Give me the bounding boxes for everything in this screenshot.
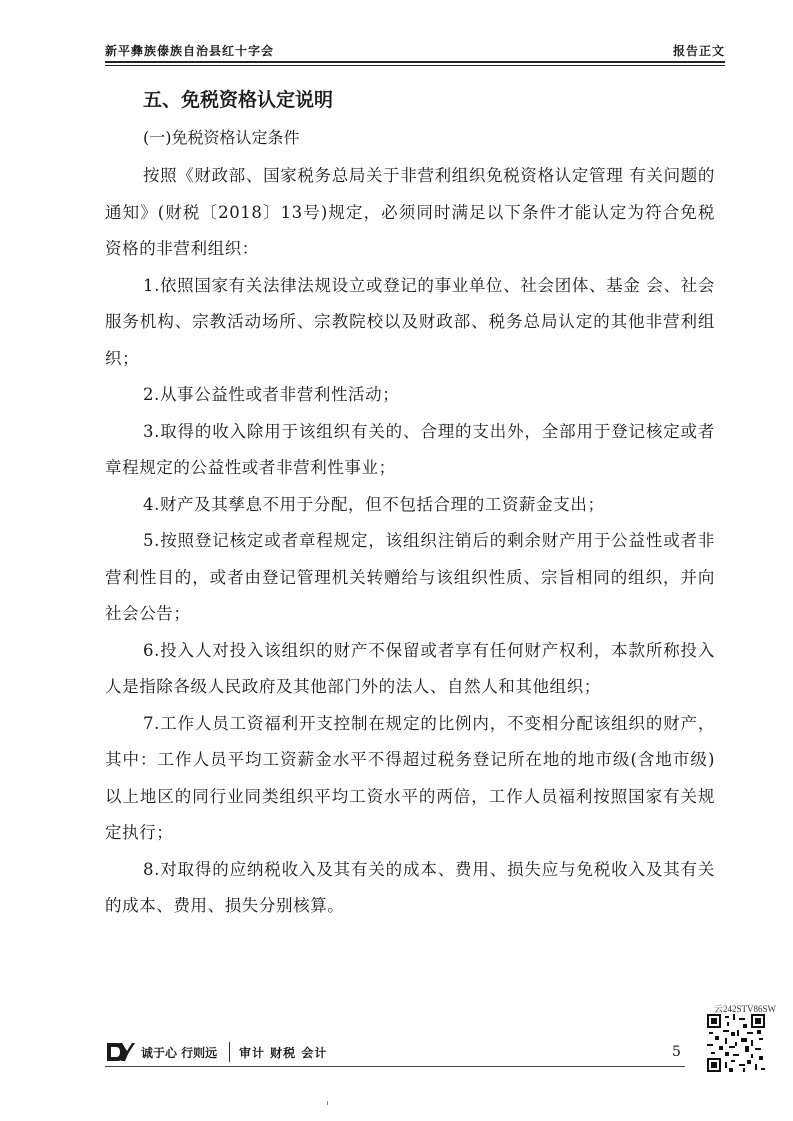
page-number: 5 <box>672 1044 681 1060</box>
paragraph-item-3: 3.取得的收入除用于该组织有关的、合理的支出外，全部用于登记核定或者章程规定的公益性或者非营利性事业； <box>105 421 715 477</box>
firm-logo-icon <box>105 1040 135 1064</box>
footer-rule <box>105 1066 685 1067</box>
paragraph-item-8: 8.对取得的应纳税收入及其有关的成本、费用、损失应与免税收入及其有关的成本、费用、损失分别核算。 <box>105 859 715 915</box>
footer-slogan: 诚于心 行则远 <box>141 1046 218 1060</box>
paragraph-item-1: 1.依照国家有关法律法规设立或登记的事业单位、社会团体、基金 会、社会服务机构、宗教活动场所、宗教院校以及财政部、税务总局认定的其他非营利组织； <box>105 275 715 368</box>
document-body <box>105 82 715 925</box>
section-title: 五、免税资格认定说明 <box>143 89 334 111</box>
paragraph-item-7: 7.工作人员工资福利开支控制在规定的比例内，不变相分配该组织的财产，其中：工作人员平均工资薪金水平不得超过税务登记所在地的地市级(含地市级)以上地区的同行业同类组织平均工资水平的两倍，工作人员福利按照国家有关规定执行； <box>105 713 715 842</box>
verification-code: 云242STV86SW <box>714 1004 777 1014</box>
paragraph-item-5: 5.按照登记核定或者章程规定，该组织注销后的剩余财产用于公益性或者非营利性目的，或者由登记管理机关转赠给与该组织性质、宗旨相同的组织，并向社会公告； <box>105 531 715 623</box>
paragraph-item-6: 6.投入人对投入该组织的财产不保留或者享有任何财产权利，本款所称投入人是指除各级人民政府及其他部门外的法人、自然人和其他组织； <box>105 640 715 696</box>
footer-divider <box>229 1042 230 1062</box>
page-header <box>105 42 725 64</box>
paragraph-item-4: 4.财产及其孳息不用于分配，但不包括合理的工资薪金支出； <box>143 494 605 514</box>
header-organization: 新平彝族傣族自治县红十字会 <box>105 44 275 58</box>
paragraph-item-2: 2.从事公益性或者非营利性活动； <box>143 385 400 404</box>
page-footer <box>105 1040 685 1070</box>
scan-mark <box>327 1101 328 1105</box>
footer-services: 审计 财税 会计 <box>239 1046 328 1060</box>
paragraph-intro: 按照《财政部、国家税务总局关于非营利组织免税资格认定管理 有关问题的通知》(财税〔2018〕13号)规定，必须同时满足以下条件才能认定为符合免税资格的非营利组织： <box>105 166 715 258</box>
header-rule <box>105 61 725 66</box>
header-doc-label: 报告正文 <box>672 44 725 58</box>
section-subtitle: (一)免税资格认定条件 <box>143 128 300 147</box>
qr-code-icon <box>707 1014 765 1072</box>
